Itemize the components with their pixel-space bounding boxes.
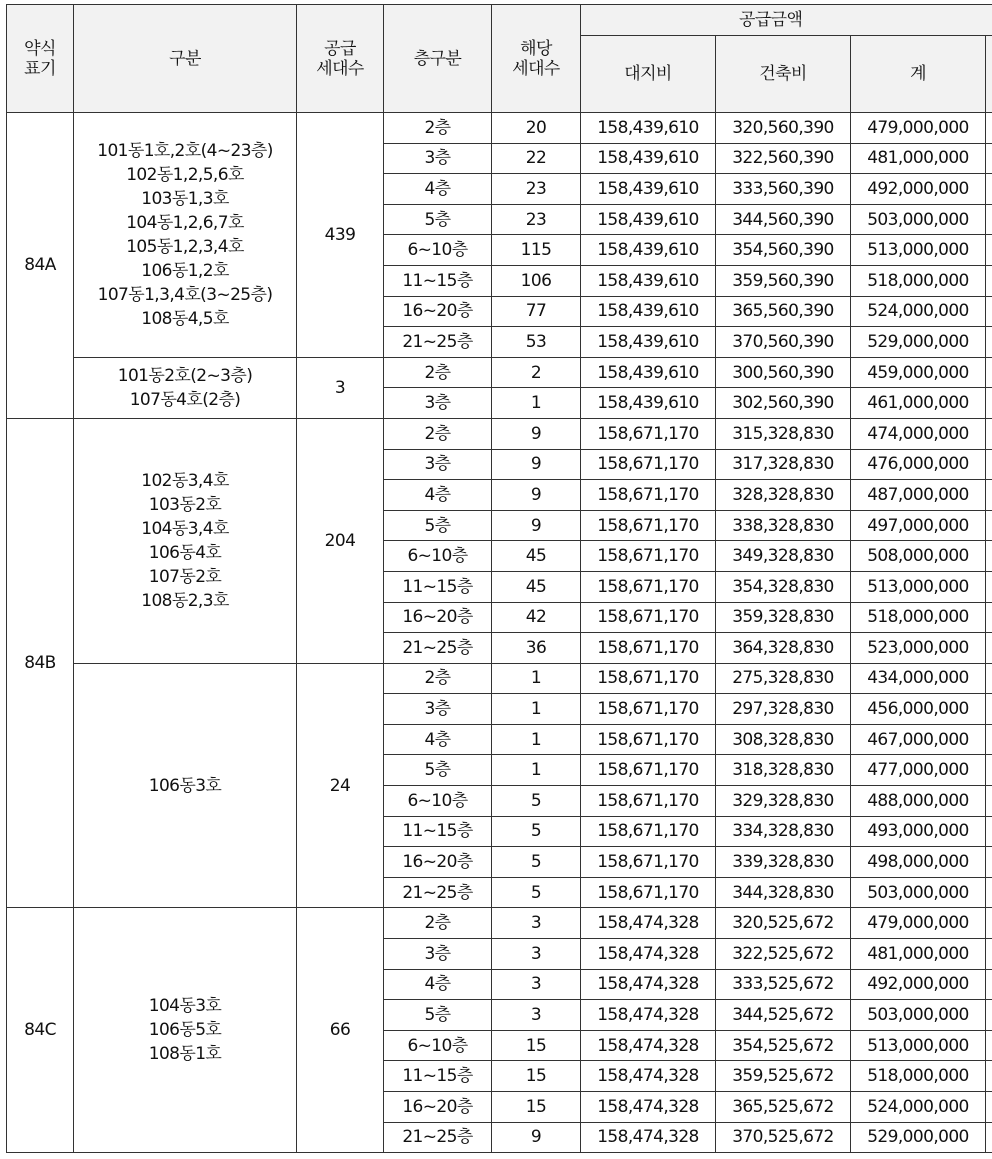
land-cost-cell: 158,671,170 — [581, 816, 716, 847]
header-floor-class: 층구분 — [384, 5, 492, 113]
section-label: 104동3호 106동5호 108동1호 — [148, 996, 222, 1065]
total-cell: 434,000,000 — [851, 663, 986, 694]
overflow-cell — [986, 663, 992, 694]
total-cell: 492,000,000 — [851, 969, 986, 1000]
overflow-cell — [986, 847, 992, 878]
applicable-households-cell: 1 — [492, 724, 581, 755]
land-cost-cell: 158,474,328 — [581, 1000, 716, 1031]
building-cost-cell: 344,560,390 — [716, 204, 851, 235]
floor-cell: 6~10층 — [384, 541, 492, 572]
applicable-households-cell: 115 — [492, 235, 581, 266]
applicable-households-cell: 1 — [492, 755, 581, 786]
type-code-cell: 84C — [7, 908, 74, 1153]
total-cell: 477,000,000 — [851, 755, 986, 786]
floor-cell: 21~25층 — [384, 1122, 492, 1153]
floor-cell: 2층 — [384, 113, 492, 144]
overflow-cell — [986, 235, 992, 266]
overflow-cell — [986, 571, 992, 602]
building-cost-cell: 344,328,830 — [716, 877, 851, 908]
overflow-cell — [986, 786, 992, 817]
applicable-households-cell: 1 — [492, 694, 581, 725]
applicable-households-cell: 9 — [492, 449, 581, 480]
supply-households-cell: 24 — [297, 663, 384, 908]
overflow-cell — [986, 908, 992, 939]
section-cell — [74, 357, 297, 418]
building-cost-cell: 370,525,672 — [716, 1122, 851, 1153]
section-cell — [74, 663, 297, 908]
applicable-households-cell: 36 — [492, 633, 581, 664]
land-cost-cell: 158,439,610 — [581, 265, 716, 296]
building-cost-cell: 302,560,390 — [716, 388, 851, 419]
building-cost-cell: 339,328,830 — [716, 847, 851, 878]
total-cell: 524,000,000 — [851, 1092, 986, 1123]
floor-cell: 2층 — [384, 418, 492, 449]
floor-cell: 6~10층 — [384, 1030, 492, 1061]
total-cell: 503,000,000 — [851, 204, 986, 235]
total-cell: 487,000,000 — [851, 480, 986, 511]
land-cost-cell: 158,671,170 — [581, 694, 716, 725]
floor-cell: 3층 — [384, 449, 492, 480]
building-cost-cell: 317,328,830 — [716, 449, 851, 480]
total-cell: 488,000,000 — [851, 786, 986, 817]
total-cell: 508,000,000 — [851, 541, 986, 572]
header-row-1 — [7, 5, 992, 36]
floor-cell: 16~20층 — [384, 602, 492, 633]
building-cost-cell: 359,328,830 — [716, 602, 851, 633]
table-body — [7, 5, 992, 1153]
overflow-cell — [986, 1092, 992, 1123]
building-cost-cell: 365,560,390 — [716, 296, 851, 327]
applicable-households-cell: 2 — [492, 357, 581, 388]
building-cost-cell: 329,328,830 — [716, 786, 851, 817]
applicable-households-cell: 5 — [492, 786, 581, 817]
building-cost-cell: 344,525,672 — [716, 1000, 851, 1031]
overflow-cell — [986, 1000, 992, 1031]
total-cell: 518,000,000 — [851, 265, 986, 296]
total-cell: 497,000,000 — [851, 510, 986, 541]
floor-cell: 6~10층 — [384, 235, 492, 266]
applicable-households-cell: 15 — [492, 1030, 581, 1061]
building-cost-cell: 318,328,830 — [716, 755, 851, 786]
land-cost-cell: 158,671,170 — [581, 633, 716, 664]
section-cell — [74, 418, 297, 663]
building-cost-cell: 354,560,390 — [716, 235, 851, 266]
applicable-households-cell: 23 — [492, 204, 581, 235]
floor-cell: 11~15층 — [384, 265, 492, 296]
overflow-cell — [986, 939, 992, 970]
building-cost-cell: 370,560,390 — [716, 327, 851, 358]
land-cost-cell: 158,439,610 — [581, 296, 716, 327]
applicable-households-cell: 20 — [492, 113, 581, 144]
section-label: 101동1호,2호(4~23층) 102동1,2,5,6호 103동1,3호 104동1,2,6,7호 105동1,2,3,4호 106동1,2호 107동1,3,4호(3~25층) 108동4,5호 — [97, 140, 273, 329]
applicable-households-cell: 45 — [492, 541, 581, 572]
total-cell: 461,000,000 — [851, 388, 986, 419]
applicable-households-cell: 3 — [492, 908, 581, 939]
land-cost-cell: 158,439,610 — [581, 174, 716, 205]
floor-cell: 6~10층 — [384, 786, 492, 817]
floor-cell: 3층 — [384, 143, 492, 174]
total-cell: 524,000,000 — [851, 296, 986, 327]
applicable-households-cell: 3 — [492, 1000, 581, 1031]
building-cost-cell: 322,525,672 — [716, 939, 851, 970]
building-cost-cell: 365,525,672 — [716, 1092, 851, 1123]
land-cost-cell: 158,671,170 — [581, 418, 716, 449]
floor-cell: 2층 — [384, 908, 492, 939]
overflow-cell — [986, 969, 992, 1000]
supply-households-cell: 3 — [297, 357, 384, 418]
total-cell: 513,000,000 — [851, 235, 986, 266]
floor-cell: 21~25층 — [384, 633, 492, 664]
overflow-cell — [986, 113, 992, 144]
overflow-cell — [986, 296, 992, 327]
supply-households-cell: 66 — [297, 908, 384, 1153]
section-cell — [74, 113, 297, 358]
applicable-households-cell: 15 — [492, 1092, 581, 1123]
applicable-households-cell: 1 — [492, 663, 581, 694]
table-row — [7, 113, 992, 144]
section-label: 101동2호(2~3층) 107동4호(2층) — [117, 365, 253, 410]
total-cell: 492,000,000 — [851, 174, 986, 205]
applicable-households-cell: 23 — [492, 174, 581, 205]
floor-cell: 3층 — [384, 939, 492, 970]
applicable-households-cell: 53 — [492, 327, 581, 358]
overflow-cell — [986, 143, 992, 174]
overflow-cell — [986, 1030, 992, 1061]
overflow-cell — [986, 694, 992, 725]
header-supply-households-label: 공급 세대수 — [316, 38, 364, 79]
land-cost-cell: 158,439,610 — [581, 204, 716, 235]
floor-cell: 5층 — [384, 204, 492, 235]
floor-cell: 4층 — [384, 480, 492, 511]
header-applicable-households-label: 해당 세대수 — [512, 38, 560, 79]
floor-cell: 11~15층 — [384, 571, 492, 602]
land-cost-cell: 158,671,170 — [581, 786, 716, 817]
total-cell: 513,000,000 — [851, 1030, 986, 1061]
land-cost-cell: 158,474,328 — [581, 1061, 716, 1092]
applicable-households-cell: 3 — [492, 939, 581, 970]
floor-cell: 11~15층 — [384, 816, 492, 847]
applicable-households-cell: 9 — [492, 480, 581, 511]
total-cell: 518,000,000 — [851, 1061, 986, 1092]
building-cost-cell: 338,328,830 — [716, 510, 851, 541]
floor-cell: 16~20층 — [384, 1092, 492, 1123]
floor-cell: 3층 — [384, 388, 492, 419]
land-cost-cell: 158,671,170 — [581, 480, 716, 511]
total-cell: 498,000,000 — [851, 847, 986, 878]
overflow-cell — [986, 602, 992, 633]
floor-cell: 5층 — [384, 755, 492, 786]
supply-households-cell: 439 — [297, 113, 384, 358]
total-cell: 523,000,000 — [851, 633, 986, 664]
building-cost-cell: 364,328,830 — [716, 633, 851, 664]
total-cell: 474,000,000 — [851, 418, 986, 449]
header-land-cost: 대지비 — [581, 36, 716, 113]
building-cost-cell: 315,328,830 — [716, 418, 851, 449]
total-cell: 493,000,000 — [851, 816, 986, 847]
overflow-cell — [986, 388, 992, 419]
header-total: 계 — [851, 36, 986, 113]
overflow-cell — [986, 204, 992, 235]
total-cell: 476,000,000 — [851, 449, 986, 480]
table-row — [7, 357, 992, 388]
total-cell: 481,000,000 — [851, 143, 986, 174]
land-cost-cell: 158,671,170 — [581, 755, 716, 786]
land-cost-cell: 158,671,170 — [581, 571, 716, 602]
header-type-code — [7, 5, 74, 113]
building-cost-cell: 300,560,390 — [716, 357, 851, 388]
header-applicable-households — [492, 5, 581, 113]
building-cost-cell: 275,328,830 — [716, 663, 851, 694]
floor-cell: 5층 — [384, 510, 492, 541]
land-cost-cell: 158,474,328 — [581, 969, 716, 1000]
floor-cell: 16~20층 — [384, 296, 492, 327]
header-supply-households — [297, 5, 384, 113]
land-cost-cell: 158,439,610 — [581, 113, 716, 144]
land-cost-cell: 158,671,170 — [581, 663, 716, 694]
section-label: 106동3호 — [148, 775, 222, 796]
overflow-cell — [986, 265, 992, 296]
building-cost-cell: 328,328,830 — [716, 480, 851, 511]
overflow-cell — [986, 541, 992, 572]
building-cost-cell: 308,328,830 — [716, 724, 851, 755]
overflow-cell — [986, 724, 992, 755]
floor-cell: 4층 — [384, 969, 492, 1000]
floor-cell: 2층 — [384, 357, 492, 388]
overflow-cell — [986, 510, 992, 541]
table-row — [7, 663, 992, 694]
total-cell: 481,000,000 — [851, 939, 986, 970]
table-row — [7, 418, 992, 449]
land-cost-cell: 158,671,170 — [581, 602, 716, 633]
floor-cell: 4층 — [384, 724, 492, 755]
building-cost-cell: 320,560,390 — [716, 113, 851, 144]
land-cost-cell: 158,474,328 — [581, 1122, 716, 1153]
overflow-cell — [986, 174, 992, 205]
applicable-households-cell: 3 — [492, 969, 581, 1000]
total-cell: 529,000,000 — [851, 1122, 986, 1153]
applicable-households-cell: 106 — [492, 265, 581, 296]
applicable-households-cell: 22 — [492, 143, 581, 174]
section-label: 102동3,4호 103동2호 104동3,4호 106동4호 107동2호 108동2,3호 — [141, 470, 229, 611]
total-cell: 529,000,000 — [851, 327, 986, 358]
land-cost-cell: 158,671,170 — [581, 449, 716, 480]
overflow-cell — [986, 418, 992, 449]
land-cost-cell: 158,671,170 — [581, 724, 716, 755]
building-cost-cell: 334,328,830 — [716, 816, 851, 847]
header-section: 구분 — [74, 5, 297, 113]
header-type-code-label: 약식 표기 — [24, 38, 56, 79]
overflow-cell — [986, 1061, 992, 1092]
header-building-cost: 건축비 — [716, 36, 851, 113]
applicable-households-cell: 1 — [492, 388, 581, 419]
land-cost-cell: 158,474,328 — [581, 1092, 716, 1123]
land-cost-cell: 158,474,328 — [581, 939, 716, 970]
floor-cell: 16~20층 — [384, 847, 492, 878]
applicable-households-cell: 15 — [492, 1061, 581, 1092]
land-cost-cell: 158,439,610 — [581, 235, 716, 266]
applicable-households-cell: 9 — [492, 1122, 581, 1153]
land-cost-cell: 158,474,328 — [581, 1030, 716, 1061]
overflow-cell — [986, 449, 992, 480]
applicable-households-cell: 5 — [492, 877, 581, 908]
building-cost-cell: 297,328,830 — [716, 694, 851, 725]
land-cost-cell: 158,439,610 — [581, 357, 716, 388]
section-cell — [74, 908, 297, 1153]
type-code-cell: 84A — [7, 113, 74, 419]
total-cell: 503,000,000 — [851, 877, 986, 908]
land-cost-cell: 158,671,170 — [581, 877, 716, 908]
building-cost-cell: 320,525,672 — [716, 908, 851, 939]
overflow-cell — [986, 755, 992, 786]
overflow-cell — [986, 1122, 992, 1153]
total-cell: 479,000,000 — [851, 113, 986, 144]
overflow-cell — [986, 480, 992, 511]
floor-cell: 5층 — [384, 1000, 492, 1031]
overflow-cell — [986, 357, 992, 388]
land-cost-cell: 158,439,610 — [581, 327, 716, 358]
building-cost-cell: 349,328,830 — [716, 541, 851, 572]
total-cell: 456,000,000 — [851, 694, 986, 725]
total-cell: 518,000,000 — [851, 602, 986, 633]
header-overflow-cell — [986, 36, 992, 113]
applicable-households-cell: 45 — [492, 571, 581, 602]
total-cell: 467,000,000 — [851, 724, 986, 755]
applicable-households-cell: 9 — [492, 510, 581, 541]
floor-cell: 21~25층 — [384, 877, 492, 908]
land-cost-cell: 158,439,610 — [581, 388, 716, 419]
floor-cell: 21~25층 — [384, 327, 492, 358]
floor-cell: 4층 — [384, 174, 492, 205]
floor-cell: 11~15층 — [384, 1061, 492, 1092]
overflow-cell — [986, 327, 992, 358]
applicable-households-cell: 77 — [492, 296, 581, 327]
applicable-households-cell: 42 — [492, 602, 581, 633]
applicable-households-cell: 5 — [492, 816, 581, 847]
header-supply-amount: 공급금액 — [581, 5, 992, 36]
land-cost-cell: 158,671,170 — [581, 510, 716, 541]
building-cost-cell: 333,560,390 — [716, 174, 851, 205]
building-cost-cell: 359,525,672 — [716, 1061, 851, 1092]
building-cost-cell: 354,328,830 — [716, 571, 851, 602]
building-cost-cell: 354,525,672 — [716, 1030, 851, 1061]
total-cell: 503,000,000 — [851, 1000, 986, 1031]
overflow-cell — [986, 633, 992, 664]
applicable-households-cell: 5 — [492, 847, 581, 878]
building-cost-cell: 322,560,390 — [716, 143, 851, 174]
supply-price-table — [6, 4, 992, 1153]
total-cell: 459,000,000 — [851, 357, 986, 388]
land-cost-cell: 158,671,170 — [581, 847, 716, 878]
overflow-cell — [986, 877, 992, 908]
table-row — [7, 908, 992, 939]
total-cell: 513,000,000 — [851, 571, 986, 602]
land-cost-cell: 158,474,328 — [581, 908, 716, 939]
land-cost-cell: 158,439,610 — [581, 143, 716, 174]
building-cost-cell: 359,560,390 — [716, 265, 851, 296]
applicable-households-cell: 9 — [492, 418, 581, 449]
building-cost-cell: 333,525,672 — [716, 969, 851, 1000]
type-code-cell: 84B — [7, 418, 74, 908]
floor-cell: 2층 — [384, 663, 492, 694]
land-cost-cell: 158,671,170 — [581, 541, 716, 572]
supply-households-cell: 204 — [297, 418, 384, 663]
overflow-cell — [986, 816, 992, 847]
total-cell: 479,000,000 — [851, 908, 986, 939]
floor-cell: 3층 — [384, 694, 492, 725]
